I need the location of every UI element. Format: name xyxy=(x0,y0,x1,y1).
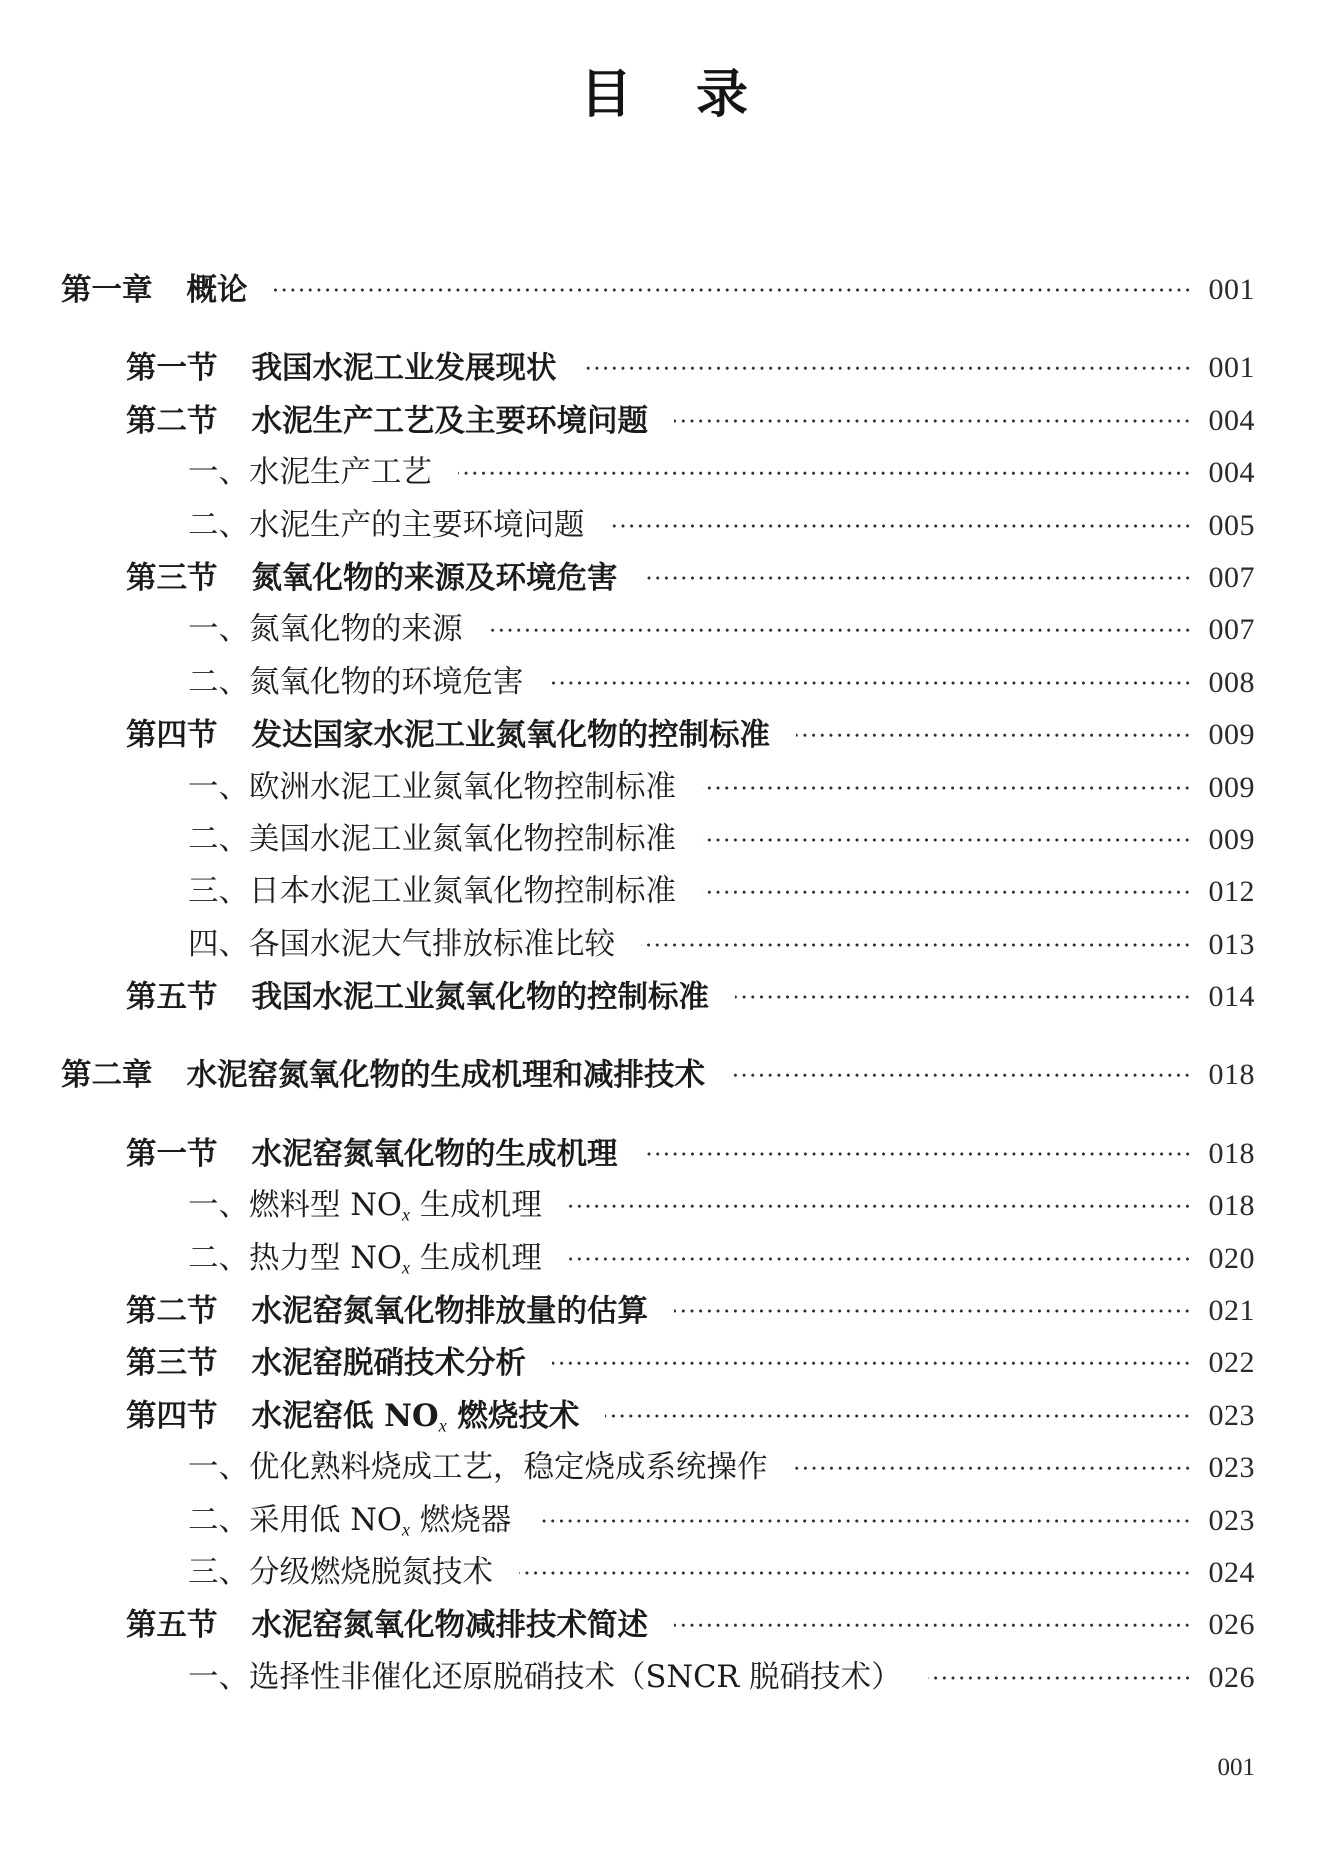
page-number: 001 xyxy=(1208,351,1255,385)
page-number: 014 xyxy=(1208,980,1255,1014)
toc-section-entry xyxy=(0,1599,1255,1651)
toc-subsection-entry xyxy=(0,762,1255,814)
dot-leader xyxy=(674,1599,1192,1651)
nox-subscript: x xyxy=(401,1519,411,1540)
toc-subsection-entry xyxy=(0,919,1255,971)
entry-title xyxy=(188,1495,511,1547)
entry-title: 一、欧洲水泥工业氮氧化物控制标准 xyxy=(188,769,676,805)
title-segment: 二、采用低 NO xyxy=(188,1502,402,1538)
page-number: 018 xyxy=(1208,1058,1255,1092)
toc-subsection-entry xyxy=(0,1495,1255,1547)
page-number: 023 xyxy=(1208,1503,1255,1537)
toc-subsection-entry xyxy=(0,1442,1255,1494)
entry-title xyxy=(188,1180,542,1232)
toc-subsection-entry xyxy=(0,814,1255,866)
toc-subsection-entry xyxy=(0,500,1255,552)
page-number: 023 xyxy=(1208,1398,1255,1432)
entry-title: 一、氮氧化物的来源 xyxy=(188,612,463,648)
dot-leader xyxy=(731,1049,1192,1101)
section-number: 第二节 xyxy=(126,402,218,439)
dot-leader xyxy=(796,709,1192,761)
dot-leader xyxy=(537,1495,1191,1547)
entry-title: 一、选择性非催化还原脱硝技术（SNCR 脱硝技术） xyxy=(188,1659,902,1695)
toc-subsection-entry xyxy=(0,1180,1255,1232)
toc-section-entry xyxy=(0,971,1255,1023)
page-title: 目 录 xyxy=(579,64,749,125)
nox-subscript: x xyxy=(401,1204,411,1225)
dot-leader xyxy=(458,447,1192,499)
toc-subsection-entry xyxy=(0,447,1255,499)
toc-section-entry xyxy=(0,552,1255,604)
toc-section-entry xyxy=(0,1285,1255,1337)
title-segment: 一、燃料型 NO xyxy=(188,1188,402,1224)
section-number: 第一节 xyxy=(126,1135,218,1172)
dot-leader xyxy=(611,500,1192,552)
dot-leader xyxy=(702,762,1192,814)
section-number: 第四节 xyxy=(126,1397,218,1434)
dot-leader xyxy=(702,814,1192,866)
toc-section-entry xyxy=(0,1337,1255,1389)
page-number: 018 xyxy=(1208,1189,1255,1223)
toc-section-entry xyxy=(0,1390,1255,1442)
page-number: 009 xyxy=(1208,770,1255,804)
entry-title: 我国水泥工业发展现状 xyxy=(251,350,557,387)
title-segment: 燃烧器 xyxy=(410,1502,512,1538)
entry-title xyxy=(252,1390,580,1442)
dot-leader xyxy=(605,1390,1191,1442)
toc-section-entry xyxy=(0,395,1255,447)
page-folio-number: 001 xyxy=(1217,1754,1255,1781)
title-segment: 水泥窑低 NO xyxy=(251,1397,439,1434)
page-number: 007 xyxy=(1208,560,1255,594)
dot-leader xyxy=(702,866,1192,918)
page-number: 021 xyxy=(1208,1294,1255,1328)
dot-leader xyxy=(519,1547,1192,1599)
toc-subsection-entry xyxy=(0,866,1255,918)
title-segment: 生成机理 xyxy=(410,1188,542,1224)
page-number: 024 xyxy=(1208,1555,1255,1589)
page-number: 004 xyxy=(1208,403,1255,437)
toc-chapter-entry xyxy=(0,264,1255,316)
title-segment: 燃烧技术 xyxy=(446,1397,580,1434)
nox-subscript: x xyxy=(438,1415,447,1436)
toc-subsection-entry xyxy=(0,1547,1255,1599)
dot-leader xyxy=(568,1180,1192,1232)
page-number: 004 xyxy=(1208,456,1255,490)
entry-title: 发达国家水泥工业氮氧化物的控制标准 xyxy=(251,717,770,754)
section-number: 第三节 xyxy=(126,559,218,596)
page-number: 023 xyxy=(1208,1451,1255,1485)
entry-title: 水泥生产工艺及主要环境问题 xyxy=(251,402,648,439)
entry-title: 水泥窑氮氧化物减排技术简述 xyxy=(251,1607,648,1644)
section-number: 第五节 xyxy=(126,1607,218,1644)
entry-title: 水泥窑氮氧化物的生成机理 xyxy=(251,1135,618,1172)
dot-leader xyxy=(928,1652,1192,1704)
page-number: 007 xyxy=(1208,613,1255,647)
entry-title xyxy=(188,1233,542,1285)
page-number: 020 xyxy=(1208,1241,1255,1275)
dot-leader xyxy=(550,657,1192,709)
page-number: 012 xyxy=(1208,875,1255,909)
entry-title: 水泥窑氮氧化物的生成机理和减排技术 xyxy=(186,1057,705,1094)
section-number: 第五节 xyxy=(126,979,218,1016)
section-number: 第二节 xyxy=(126,1293,218,1330)
dot-leader xyxy=(489,604,1192,656)
page-number: 026 xyxy=(1208,1608,1255,1642)
dot-leader xyxy=(568,1233,1192,1285)
toc-section-entry xyxy=(0,709,1255,761)
title-segment: 生成机理 xyxy=(410,1240,542,1276)
title-segment: 二、热力型 NO xyxy=(188,1240,402,1276)
page-number: 013 xyxy=(1208,927,1255,961)
dot-leader xyxy=(552,1337,1192,1389)
entry-title: 三、分级燃烧脱氮技术 xyxy=(188,1554,493,1590)
nox-subscript: x xyxy=(401,1257,411,1278)
page-number: 005 xyxy=(1208,508,1255,542)
dot-leader xyxy=(674,1285,1192,1337)
entry-title: 水泥窑氮氧化物排放量的估算 xyxy=(251,1293,648,1330)
section-number: 第四节 xyxy=(126,717,218,754)
toc-subsection-entry xyxy=(0,1233,1255,1285)
toc-chapter-entry xyxy=(0,1049,1255,1101)
toc-subsection-entry xyxy=(0,1652,1255,1704)
toc-subsection-entry xyxy=(0,604,1255,656)
page-number: 008 xyxy=(1208,665,1255,699)
chapter-number: 第一章 xyxy=(61,272,153,308)
dot-leader xyxy=(583,342,1192,394)
entry-title: 我国水泥工业氮氧化物的控制标准 xyxy=(251,979,709,1016)
page-number: 001 xyxy=(1208,273,1255,306)
entry-title: 二、氮氧化物的环境危害 xyxy=(188,664,524,700)
entry-title: 四、各国水泥大气排放标准比较 xyxy=(188,926,615,962)
entry-title: 水泥窑脱硝技术分析 xyxy=(251,1345,526,1382)
section-number: 第一节 xyxy=(126,350,218,387)
dot-leader xyxy=(794,1442,1192,1494)
entry-title: 一、水泥生产工艺 xyxy=(188,455,432,491)
entry-title: 概论 xyxy=(186,272,248,308)
dot-leader xyxy=(644,1128,1192,1180)
section-number: 第三节 xyxy=(126,1345,218,1382)
page-number: 018 xyxy=(1208,1136,1255,1170)
table-of-contents xyxy=(0,238,1255,1704)
toc-section-entry xyxy=(0,342,1255,394)
page-number: 022 xyxy=(1208,1346,1255,1380)
toc-section-entry xyxy=(0,1128,1255,1180)
entry-title: 二、美国水泥工业氮氧化物控制标准 xyxy=(188,821,676,857)
page-number: 009 xyxy=(1208,718,1255,752)
dot-leader xyxy=(735,971,1192,1023)
entry-title: 一、优化熟料烧成工艺，稳定烧成系统操作 xyxy=(188,1450,768,1486)
entry-title: 三、日本水泥工业氮氧化物控制标准 xyxy=(188,874,676,910)
dot-leader xyxy=(644,552,1192,604)
dot-leader xyxy=(674,395,1192,447)
chapter-number: 第二章 xyxy=(61,1057,153,1094)
toc-subsection-entry xyxy=(0,657,1255,709)
dot-leader xyxy=(641,919,1192,971)
entry-title: 二、水泥生产的主要环境问题 xyxy=(188,507,585,543)
page-number: 026 xyxy=(1208,1660,1255,1694)
page-number: 009 xyxy=(1208,822,1255,856)
dot-leader xyxy=(274,264,1192,316)
entry-title: 氮氧化物的来源及环境危害 xyxy=(251,559,618,596)
